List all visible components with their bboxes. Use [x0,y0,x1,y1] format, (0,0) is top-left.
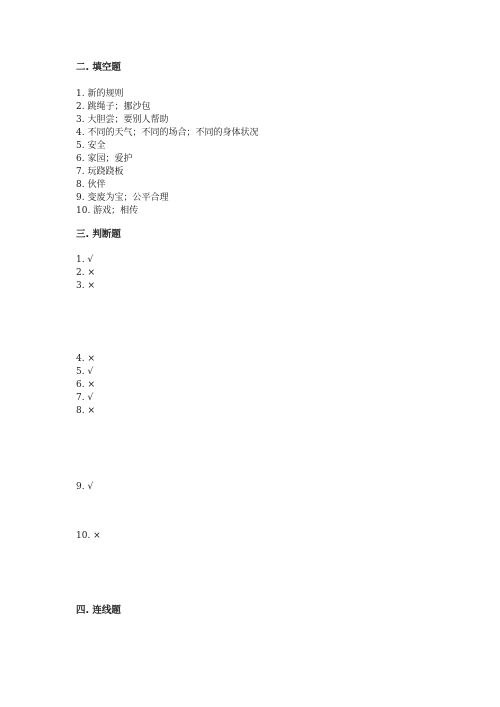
fill-in-answer-6: 6. 家园；爱护 [76,154,133,164]
true-false-answer-5: 5. √ [76,367,94,377]
fill-in-answer-5: 5. 安全 [76,141,106,151]
true-false-answer-4: 4. × [76,354,95,364]
true-false-answer-8: 8. × [76,406,95,416]
fill-in-answer-3: 3. 大胆尝；要别人帮助 [76,115,169,125]
section-true-false-title: 三. 判断题 [76,229,121,240]
true-false-answer-1: 1. √ [76,255,94,265]
fill-in-answer-9: 9. 变废为宝；公平合理 [76,193,169,203]
fill-in-answer-2: 2. 跳绳子；挪沙包 [76,102,151,112]
true-false-answer-7: 7. √ [76,393,94,403]
section-fill-in-title: 二. 填空题 [76,62,121,73]
fill-in-answer-list [76,88,258,218]
true-false-answer-10: 10. × [76,531,101,541]
true-false-answer-2: 2. × [76,268,95,278]
fill-in-answer-4: 4. 不同的天气；不同的场合；不同的身体状况 [76,128,259,138]
fill-in-answer-8: 8. 伙伴 [76,180,106,190]
true-false-answer-3: 3. × [76,281,95,291]
fill-in-answer-10: 10. 游戏；相传 [76,206,139,216]
section-matching-title: 四. 连线题 [76,605,121,616]
true-false-answer-9: 9. √ [76,482,94,492]
fill-in-answer-1: 1. 新的规则 [76,89,124,99]
true-false-answer-6: 6. × [76,380,95,390]
fill-in-answer-7: 7. 玩跷跷板 [76,167,124,177]
